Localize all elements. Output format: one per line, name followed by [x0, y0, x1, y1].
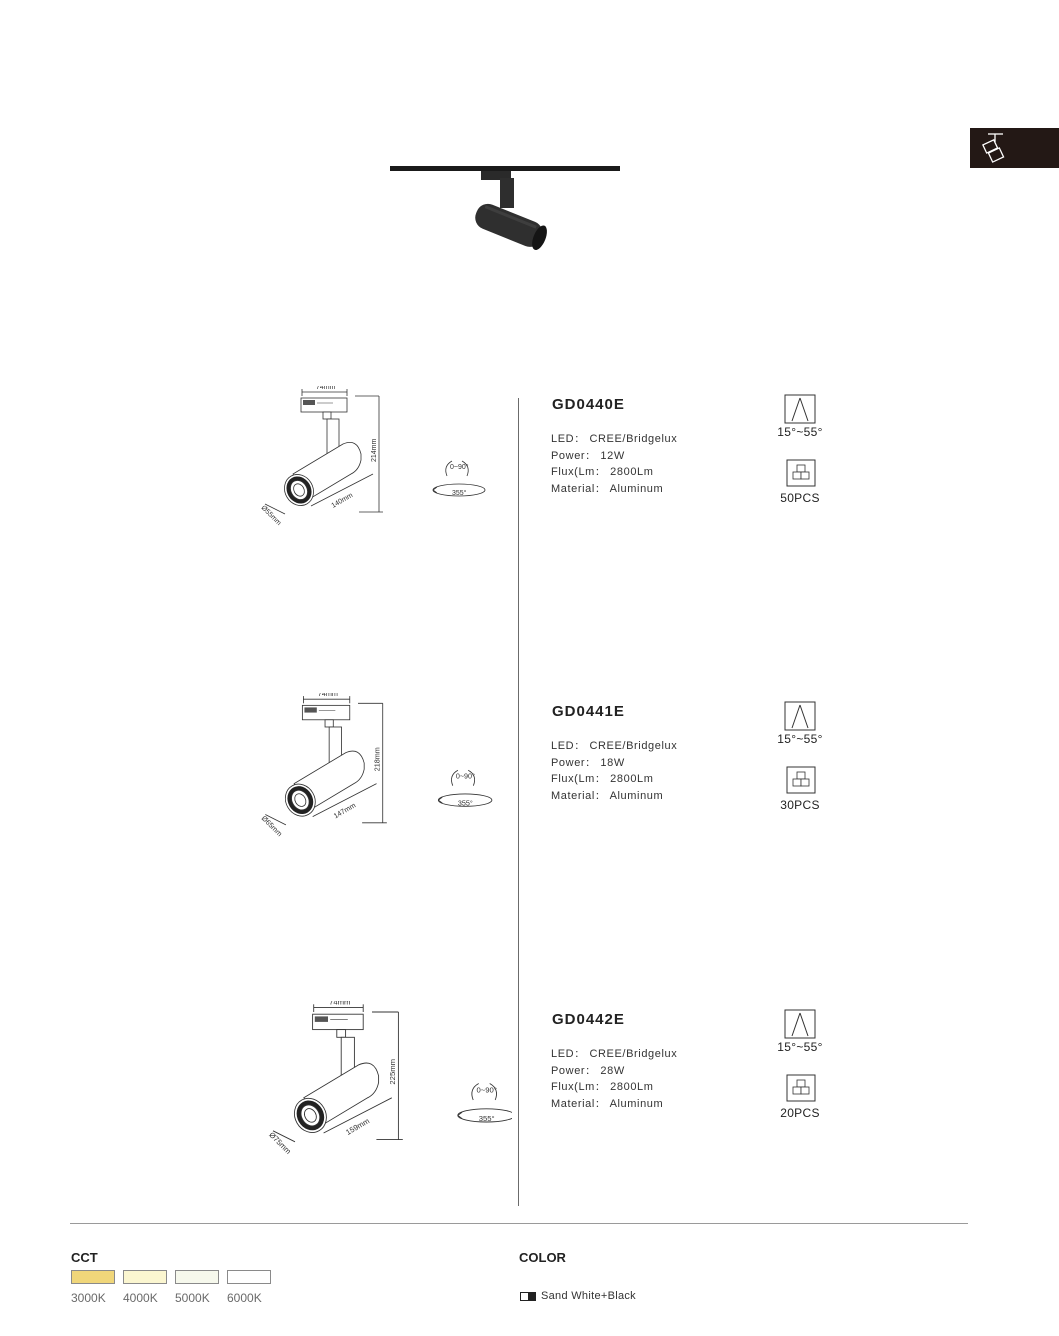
dim-height: 225mm [388, 1058, 398, 1085]
pack-quantity-label: 30PCS [780, 798, 820, 812]
spec-list [551, 738, 677, 804]
beam-angle-label: 15°~55° [777, 1040, 823, 1054]
spec-item: Flux(Lm： 2800Lm [551, 773, 654, 786]
dimension-drawing [262, 1001, 512, 1161]
beam-angle-icon [784, 701, 816, 736]
dim-tilt: 0~90° [455, 771, 475, 781]
spec-item: Material： Aluminum [551, 789, 664, 802]
category-tab [970, 128, 1059, 168]
model-number: GD0442E [552, 1011, 625, 1028]
cct-swatch-label: 6000K [227, 1291, 262, 1305]
dim-length: 147mm [331, 800, 358, 821]
spec-item: Material： Aluminum [551, 482, 664, 495]
horizontal-divider [70, 1223, 968, 1224]
vertical-divider [518, 398, 519, 1206]
cct-swatch [71, 1270, 115, 1284]
cct-swatch [123, 1270, 167, 1284]
dim-width: 74mm [329, 1001, 351, 1007]
dim-height: 218mm [372, 747, 382, 772]
dimension-drawing [255, 386, 505, 546]
dim-length: 140mm [330, 491, 355, 510]
beam-angle-icon [784, 1009, 816, 1044]
spec-list [551, 431, 677, 497]
model-number: GD0441E [552, 703, 625, 720]
carton-box-icon [786, 1074, 816, 1107]
dim-tilt: 0~90° [450, 464, 469, 471]
spec-item: Flux(Lm： 2800Lm [551, 1081, 654, 1094]
carton-box-icon [786, 766, 816, 799]
color-chip [520, 1292, 536, 1301]
dim-rotate: 355° [478, 1113, 495, 1123]
dim-rotate: 355° [457, 798, 473, 808]
pack-quantity-label: 20PCS [780, 1106, 820, 1120]
cct-swatch [227, 1270, 271, 1284]
cct-title: CCT [71, 1250, 98, 1265]
dim-diameter: Ø55mm [259, 504, 283, 528]
beam-angle-icon [784, 394, 816, 429]
dim-width: 74mm [317, 693, 338, 699]
dim-diameter: Ø75mm [267, 1130, 293, 1156]
cct-swatch [175, 1270, 219, 1284]
spec-item: Power： 18W [551, 756, 625, 769]
dim-diameter: Ø65mm [259, 813, 285, 839]
dimension-drawing [255, 693, 505, 853]
spec-item: LED： CREE/Bridgelux [551, 740, 678, 752]
pack-quantity-label: 50PCS [780, 491, 820, 505]
beam-angle-label: 15°~55° [777, 425, 823, 439]
cct-swatch-label: 3000K [71, 1291, 106, 1305]
dim-rotate: 355° [452, 490, 467, 497]
spec-item: LED： CREE/Bridgelux [551, 1048, 678, 1060]
beam-angle-label: 15°~55° [777, 732, 823, 746]
color-option-label: Sand White+Black [541, 1290, 636, 1302]
spec-item: Power： 12W [551, 449, 625, 462]
spec-item: Material： Aluminum [551, 1097, 664, 1110]
spec-item: Power： 28W [551, 1064, 625, 1077]
color-title: COLOR [519, 1250, 566, 1265]
hero-product-image [388, 160, 622, 260]
carton-box-icon [786, 459, 816, 492]
spec-item: LED： CREE/Bridgelux [551, 433, 678, 445]
dim-height: 214mm [371, 438, 378, 462]
cct-swatch-label: 4000K [123, 1291, 158, 1305]
spec-item: Flux(Lm： 2800Lm [551, 466, 654, 479]
model-number: GD0440E [552, 396, 625, 413]
cct-swatch-label: 5000K [175, 1291, 210, 1305]
spec-list [551, 1046, 677, 1112]
track-light-icon [970, 128, 1059, 168]
dim-tilt: 0~90° [476, 1085, 497, 1095]
dim-length: 159mm [344, 1116, 372, 1137]
dim-width: 74mm [316, 386, 336, 391]
